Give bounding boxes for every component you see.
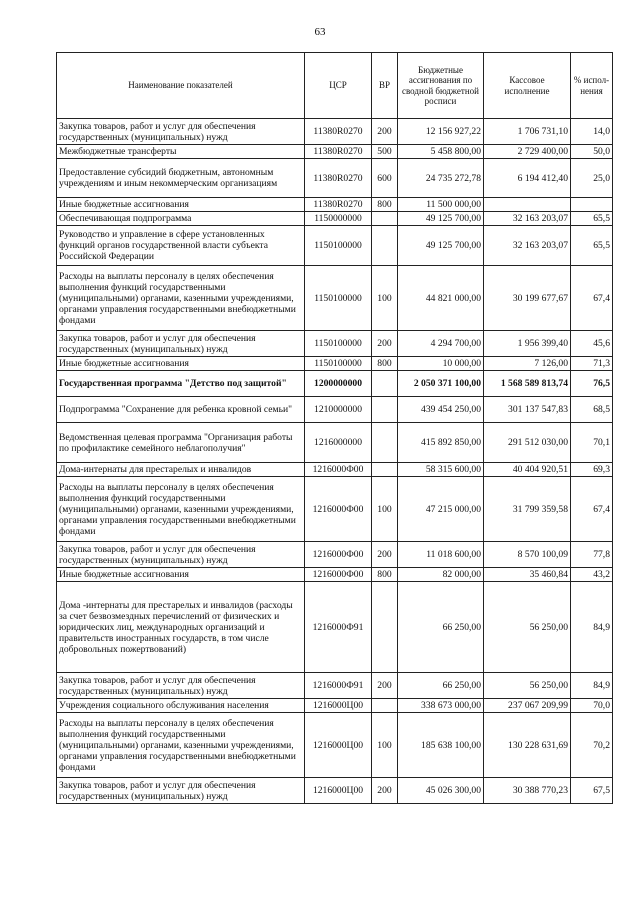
row-name-cell: Закупка товаров, работ и услуг для обеспечения государственных (муниципальных) нужд bbox=[57, 542, 305, 568]
row-csr-cell: 1216000Ц00 bbox=[305, 778, 372, 804]
row-assignments-cell: 10 000,00 bbox=[398, 357, 484, 371]
row-csr-cell: 1216000Ф00 bbox=[305, 463, 372, 477]
table-row bbox=[57, 423, 613, 463]
row-vr-cell bbox=[372, 582, 398, 673]
row-name-cell: Государственная программа "Детство под защитой" bbox=[57, 371, 305, 397]
row-csr-cell: 1200000000 bbox=[305, 371, 372, 397]
row-cash-cell: 8 570 100,09 bbox=[484, 542, 571, 568]
row-csr-cell: 11380R0270 bbox=[305, 119, 372, 145]
row-csr-cell: 1216000Ф91 bbox=[305, 582, 372, 673]
row-name-cell: Расходы на выплаты персоналу в целях обеспечения выполнения функций государственными (муниципальными) органами, казенными учреждениями, органами управления государственными внебюджетными фондами bbox=[57, 477, 305, 542]
row-pct-cell: 84,9 bbox=[571, 673, 613, 699]
row-assignments-cell: 12 156 927,22 bbox=[398, 119, 484, 145]
row-assignments-cell: 185 638 100,00 bbox=[398, 713, 484, 778]
row-csr-cell: 1150100000 bbox=[305, 357, 372, 371]
row-cash-cell: 35 460,84 bbox=[484, 568, 571, 582]
row-pct-cell: 43,2 bbox=[571, 568, 613, 582]
row-cash-cell: 1 956 399,40 bbox=[484, 331, 571, 357]
row-cash-cell: 301 137 547,83 bbox=[484, 397, 571, 423]
row-name-cell: Учреждения социального обслуживания населения bbox=[57, 699, 305, 713]
table-row bbox=[57, 371, 613, 397]
row-vr-cell: 200 bbox=[372, 331, 398, 357]
row-pct-cell: 69,3 bbox=[571, 463, 613, 477]
row-pct-cell: 77,8 bbox=[571, 542, 613, 568]
row-assignments-cell: 47 215 000,00 bbox=[398, 477, 484, 542]
table-row bbox=[57, 212, 613, 226]
table-row bbox=[57, 699, 613, 713]
row-assignments-cell: 82 000,00 bbox=[398, 568, 484, 582]
table-row bbox=[57, 397, 613, 423]
row-cash-cell: 56 250,00 bbox=[484, 673, 571, 699]
header-name: Наименование показателей bbox=[57, 53, 305, 119]
row-pct-cell: 50,0 bbox=[571, 145, 613, 159]
header-assignments: Бюджетные ассигнования по сводной бюджетной росписи bbox=[398, 53, 484, 119]
row-vr-cell: 500 bbox=[372, 145, 398, 159]
row-cash-cell: 130 228 631,69 bbox=[484, 713, 571, 778]
row-name-cell: Обеспечивающая подпрограмма bbox=[57, 212, 305, 226]
row-cash-cell: 1 568 589 813,74 bbox=[484, 371, 571, 397]
header-cash: Кассовое исполнение bbox=[484, 53, 571, 119]
header-vr: ВР bbox=[372, 53, 398, 119]
row-name-cell: Межбюджетные трансферты bbox=[57, 145, 305, 159]
table-row bbox=[57, 266, 613, 331]
row-csr-cell: 11380R0270 bbox=[305, 145, 372, 159]
row-cash-cell: 6 194 412,40 bbox=[484, 159, 571, 198]
row-name-cell: Закупка товаров, работ и услуг для обеспечения государственных (муниципальных) нужд bbox=[57, 119, 305, 145]
row-vr-cell: 100 bbox=[372, 266, 398, 331]
row-name-cell: Предоставление субсидий бюджетным, автономным учреждениям и иным некоммерческим организациям bbox=[57, 159, 305, 198]
row-pct-cell: 65,5 bbox=[571, 226, 613, 266]
row-csr-cell: 1150100000 bbox=[305, 331, 372, 357]
row-cash-cell: 1 706 731,10 bbox=[484, 119, 571, 145]
row-pct-cell: 67,5 bbox=[571, 778, 613, 804]
table-header-row bbox=[57, 53, 613, 119]
row-csr-cell: 1216000Ф00 bbox=[305, 477, 372, 542]
row-name-cell: Дома-интернаты для престарелых и инвалидов bbox=[57, 463, 305, 477]
row-pct-cell: 68,5 bbox=[571, 397, 613, 423]
row-assignments-cell: 24 735 272,78 bbox=[398, 159, 484, 198]
row-assignments-cell: 45 026 300,00 bbox=[398, 778, 484, 804]
row-name-cell: Иные бюджетные ассигнования bbox=[57, 357, 305, 371]
row-cash-cell: 237 067 209,99 bbox=[484, 699, 571, 713]
row-pct-cell: 67,4 bbox=[571, 266, 613, 331]
table-row bbox=[57, 463, 613, 477]
table-row bbox=[57, 673, 613, 699]
row-cash-cell: 32 163 203,07 bbox=[484, 226, 571, 266]
row-cash-cell: 2 729 400,00 bbox=[484, 145, 571, 159]
row-csr-cell: 1216000Ф91 bbox=[305, 673, 372, 699]
table-row bbox=[57, 778, 613, 804]
row-pct-cell: 76,5 bbox=[571, 371, 613, 397]
row-assignments-cell: 66 250,00 bbox=[398, 582, 484, 673]
row-csr-cell: 11380R0270 bbox=[305, 159, 372, 198]
budget-execution-table bbox=[56, 52, 613, 804]
row-vr-cell: 200 bbox=[372, 778, 398, 804]
row-vr-cell bbox=[372, 463, 398, 477]
table-row bbox=[57, 159, 613, 198]
row-assignments-cell: 5 458 800,00 bbox=[398, 145, 484, 159]
row-csr-cell: 11380R0270 bbox=[305, 198, 372, 212]
row-pct-cell: 67,4 bbox=[571, 477, 613, 542]
row-cash-cell: 56 250,00 bbox=[484, 582, 571, 673]
row-csr-cell: 1216000Ф00 bbox=[305, 568, 372, 582]
row-name-cell: Расходы на выплаты персоналу в целях обеспечения выполнения функций государственными (муниципальными) органами, казенными учреждениями, органами управления государственными внебюджетными фондами bbox=[57, 266, 305, 331]
row-vr-cell: 100 bbox=[372, 477, 398, 542]
row-pct-cell: 14,0 bbox=[571, 119, 613, 145]
table-row bbox=[57, 198, 613, 212]
row-vr-cell: 200 bbox=[372, 542, 398, 568]
row-assignments-cell: 49 125 700,00 bbox=[398, 226, 484, 266]
row-assignments-cell: 4 294 700,00 bbox=[398, 331, 484, 357]
row-cash-cell bbox=[484, 198, 571, 212]
row-pct-cell: 25,0 bbox=[571, 159, 613, 198]
table-row bbox=[57, 226, 613, 266]
row-vr-cell: 200 bbox=[372, 119, 398, 145]
table-row bbox=[57, 582, 613, 673]
row-assignments-cell: 338 673 000,00 bbox=[398, 699, 484, 713]
row-csr-cell: 1216000000 bbox=[305, 423, 372, 463]
row-assignments-cell: 415 892 850,00 bbox=[398, 423, 484, 463]
page-number: 63 bbox=[314, 26, 326, 38]
row-csr-cell: 1150100000 bbox=[305, 266, 372, 331]
table-row bbox=[57, 331, 613, 357]
row-cash-cell: 40 404 920,51 bbox=[484, 463, 571, 477]
row-name-cell: Дома -интернаты для престарелых и инвалидов (расходы за счет безвозмездных перечислений от физических и юридических лиц, международных организаций и правительств иностранных государств, в том числе добровольных пожертвований) bbox=[57, 582, 305, 673]
table-row bbox=[57, 713, 613, 778]
header-csr: ЦСР bbox=[305, 53, 372, 119]
table-row bbox=[57, 119, 613, 145]
row-cash-cell: 30 199 677,67 bbox=[484, 266, 571, 331]
row-csr-cell: 1216000Ц00 bbox=[305, 699, 372, 713]
row-cash-cell: 7 126,00 bbox=[484, 357, 571, 371]
row-assignments-cell: 439 454 250,00 bbox=[398, 397, 484, 423]
row-cash-cell: 32 163 203,07 bbox=[484, 212, 571, 226]
row-assignments-cell: 58 315 600,00 bbox=[398, 463, 484, 477]
row-assignments-cell: 2 050 371 100,00 bbox=[398, 371, 484, 397]
row-vr-cell: 800 bbox=[372, 198, 398, 212]
row-assignments-cell: 49 125 700,00 bbox=[398, 212, 484, 226]
row-cash-cell: 30 388 770,23 bbox=[484, 778, 571, 804]
row-vr-cell bbox=[372, 371, 398, 397]
row-assignments-cell: 11 500 000,00 bbox=[398, 198, 484, 212]
row-name-cell: Иные бюджетные ассигнования bbox=[57, 198, 305, 212]
row-csr-cell: 1216000Ц00 bbox=[305, 713, 372, 778]
table-body bbox=[57, 119, 613, 804]
row-vr-cell bbox=[372, 699, 398, 713]
row-name-cell: Подпрограмма "Сохранение для ребенка кровной семьи" bbox=[57, 397, 305, 423]
row-name-cell: Руководство и управление в сфере установленных функций органов государственной власти субъекта Российской Федерации bbox=[57, 226, 305, 266]
row-name-cell: Иные бюджетные ассигнования bbox=[57, 568, 305, 582]
row-pct-cell: 71,3 bbox=[571, 357, 613, 371]
row-assignments-cell: 44 821 000,00 bbox=[398, 266, 484, 331]
row-vr-cell: 100 bbox=[372, 713, 398, 778]
table-row bbox=[57, 357, 613, 371]
row-name-cell: Закупка товаров, работ и услуг для обеспечения государственных (муниципальных) нужд bbox=[57, 778, 305, 804]
row-pct-cell bbox=[571, 198, 613, 212]
table-row bbox=[57, 145, 613, 159]
table-row bbox=[57, 542, 613, 568]
row-assignments-cell: 11 018 600,00 bbox=[398, 542, 484, 568]
row-cash-cell: 291 512 030,00 bbox=[484, 423, 571, 463]
row-cash-cell: 31 799 359,58 bbox=[484, 477, 571, 542]
row-assignments-cell: 66 250,00 bbox=[398, 673, 484, 699]
row-name-cell: Закупка товаров, работ и услуг для обеспечения государственных (муниципальных) нужд bbox=[57, 673, 305, 699]
row-name-cell: Расходы на выплаты персоналу в целях обеспечения выполнения функций государственными (муниципальными) органами, казенными учреждениями, органами управления государственными внебюджетными фондами bbox=[57, 713, 305, 778]
row-csr-cell: 1150100000 bbox=[305, 226, 372, 266]
table-row bbox=[57, 477, 613, 542]
header-pct: % испол-нения bbox=[571, 53, 613, 119]
row-vr-cell bbox=[372, 212, 398, 226]
row-csr-cell: 1210000000 bbox=[305, 397, 372, 423]
row-pct-cell: 70,2 bbox=[571, 713, 613, 778]
row-vr-cell bbox=[372, 226, 398, 266]
row-vr-cell bbox=[372, 423, 398, 463]
row-vr-cell: 800 bbox=[372, 357, 398, 371]
row-vr-cell: 800 bbox=[372, 568, 398, 582]
row-name-cell: Ведомственная целевая программа "Организация работы по профилактике семейного неблагополучия" bbox=[57, 423, 305, 463]
row-pct-cell: 70,1 bbox=[571, 423, 613, 463]
row-vr-cell bbox=[372, 397, 398, 423]
table-row bbox=[57, 568, 613, 582]
row-name-cell: Закупка товаров, работ и услуг для обеспечения государственных (муниципальных) нужд bbox=[57, 331, 305, 357]
row-vr-cell: 600 bbox=[372, 159, 398, 198]
row-pct-cell: 45,6 bbox=[571, 331, 613, 357]
row-pct-cell: 84,9 bbox=[571, 582, 613, 673]
row-pct-cell: 65,5 bbox=[571, 212, 613, 226]
row-pct-cell: 70,0 bbox=[571, 699, 613, 713]
row-csr-cell: 1150000000 bbox=[305, 212, 372, 226]
row-csr-cell: 1216000Ф00 bbox=[305, 542, 372, 568]
row-vr-cell: 200 bbox=[372, 673, 398, 699]
